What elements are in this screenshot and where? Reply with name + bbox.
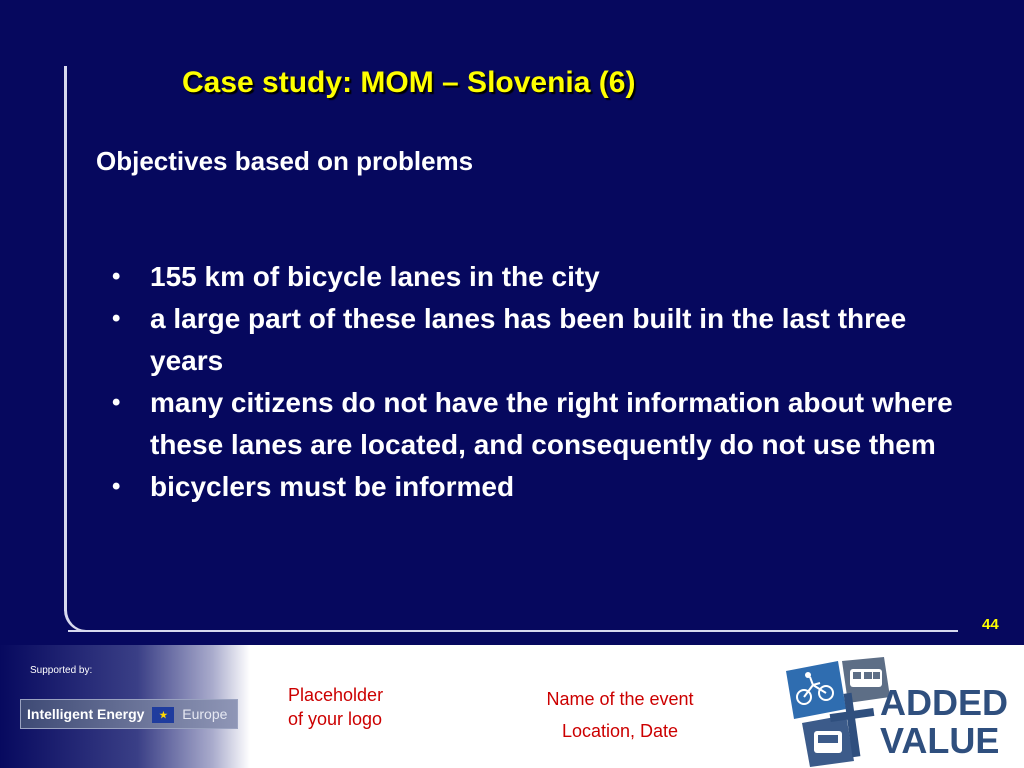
brand-line2: VALUE xyxy=(880,720,1000,761)
sponsor-name: Intelligent Energy xyxy=(27,706,145,722)
bullet-list xyxy=(112,256,962,508)
bullet-item xyxy=(112,256,962,298)
event-info xyxy=(528,683,712,747)
frame-horizontal-line xyxy=(68,630,958,632)
supported-by-label: Supported by: xyxy=(30,665,93,676)
slide-subtitle: Objectives based on problems xyxy=(96,146,474,176)
tram-icon xyxy=(802,715,854,767)
bullet-dot-icon: • xyxy=(112,389,121,416)
bullet-text: bicyclers must be informed xyxy=(150,471,515,502)
brand-line1: ADDED xyxy=(880,682,1009,723)
logo-placeholder xyxy=(288,683,383,731)
event-location: Location, Date xyxy=(561,721,679,741)
added-value-logo xyxy=(780,653,1024,768)
bullet-dot-icon: • xyxy=(112,263,121,290)
bullet-dot-icon: • xyxy=(112,305,121,332)
bicycle-icon xyxy=(786,661,846,719)
bullet-item xyxy=(112,382,962,466)
bullet-text: a large part of these lanes has been built in the last three years xyxy=(150,303,907,376)
frame-vertical-line xyxy=(64,66,67,611)
sponsor-panel xyxy=(0,645,250,768)
bullet-text: many citizens do not have the right information about where these lanes are located, and consequently do not use them xyxy=(150,387,953,460)
bullet-text: 155 km of bicycle lanes in the city xyxy=(150,261,600,292)
eu-flag-icon: ★ xyxy=(152,707,174,723)
page-number: 44 xyxy=(982,616,999,633)
event-name: Name of the event xyxy=(546,689,694,709)
intelligent-energy-logo xyxy=(20,699,238,729)
bullet-item xyxy=(112,298,962,382)
logo-placeholder-line2: of your logo xyxy=(288,709,383,729)
slide-title: Case study: MOM – Slovenia (6) xyxy=(182,66,636,99)
frame-corner xyxy=(64,598,94,632)
sponsor-region: Europe xyxy=(182,706,228,722)
footer xyxy=(0,645,1024,768)
bullet-dot-icon: • xyxy=(112,473,121,500)
logo-placeholder-line1: Placeholder xyxy=(288,685,384,705)
bullet-item xyxy=(112,466,962,508)
